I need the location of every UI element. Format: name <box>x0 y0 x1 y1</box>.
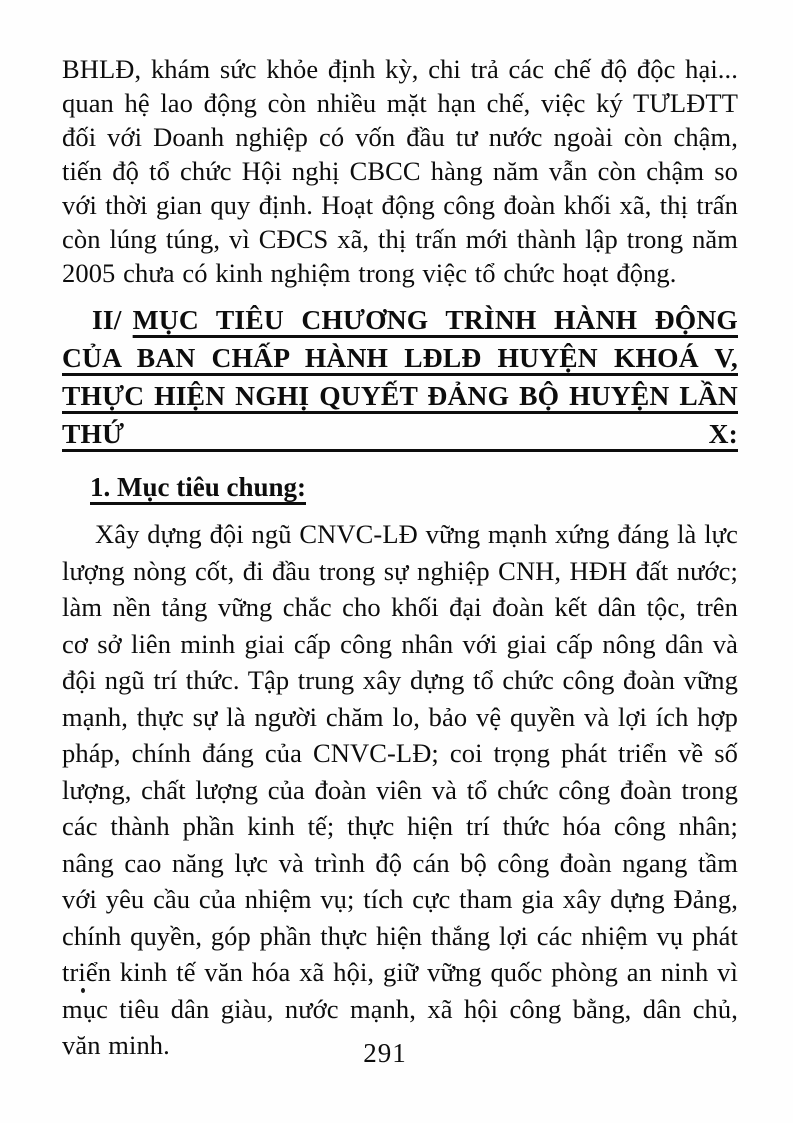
text-block <box>62 52 738 1064</box>
body-paragraph-goals: Xây dựng đội ngũ CNVC-LĐ vững mạnh xứng đáng là lực lượng nòng cốt, đi đầu trong sự nghiệp CNH, HĐH đất nước; làm nền tảng vững chắc cho khối đại đoàn kết dân tộc, trên cơ sở liên minh giai cấp công nhân với giai cấp nông dân và đội ngũ trí thức. Tập trung xây dựng tổ chức công đoàn vững mạnh, thực sự là người chăm lo, bảo vệ quyền và lợi ích hợp pháp, chính đáng của CNVC-LĐ; coi trọng phát triển về số lượng, chất lượng của đoàn viên và tổ chức công đoàn trong các thành phần kinh tế; thực hiện trí thức hóa công nhân; nâng cao năng lực và trình độ cán bộ công đoàn ngang tầm với yêu cầu của nhiệm vụ; tích cực tham gia xây dựng Đảng, chính quyền, góp phần thực hiện thắng lợi các nhiệm vụ phát triển kinh tế văn hóa xã hội, giữ vững quốc phòng an ninh vì mục tiêu dân giàu, nước mạnh, xã hội công bằng, dân chủ, văn minh. <box>62 519 738 1060</box>
section-heading <box>62 301 738 453</box>
body-paragraph-continuation: BHLĐ, khám sức khỏe định kỳ, chi trả các chế độ độc hại... quan hệ lao động còn nhiều mặt hạn chế, việc ký TƯLĐTT đối với Doanh nghiệp có vốn đầu tư nước ngoài còn chậm, tiến độ tổ chức Hội nghị CBCC hàng năm vẫn còn chậm so với thời gian quy định. Hoạt động công đoàn khối xã, thị trấn còn lúng túng, vì CĐCS xã, thị trấn mới thành lập trong năm 2005 chưa có kinh nghiệm trong việc tổ chức hoạt động. <box>62 54 738 288</box>
subsection-heading-text: 1. Mục tiêu chung: <box>90 472 306 502</box>
subsection-heading <box>62 469 738 505</box>
scan-artifact-dot <box>81 988 85 993</box>
section-heading-number: II/ <box>92 304 122 335</box>
page-number: 291 <box>363 1038 407 1068</box>
section-heading-text: MỤC TIÊU CHƯƠNG TRÌNH HÀNH ĐỘNG CỦA BAN CHẤP HÀNH LĐLĐ HUYỆN KHOÁ V, THỰC HIỆN NGHỊ QUYẾT ĐẢNG BỘ HUYỆN LẦN THỨ X: <box>62 304 738 449</box>
